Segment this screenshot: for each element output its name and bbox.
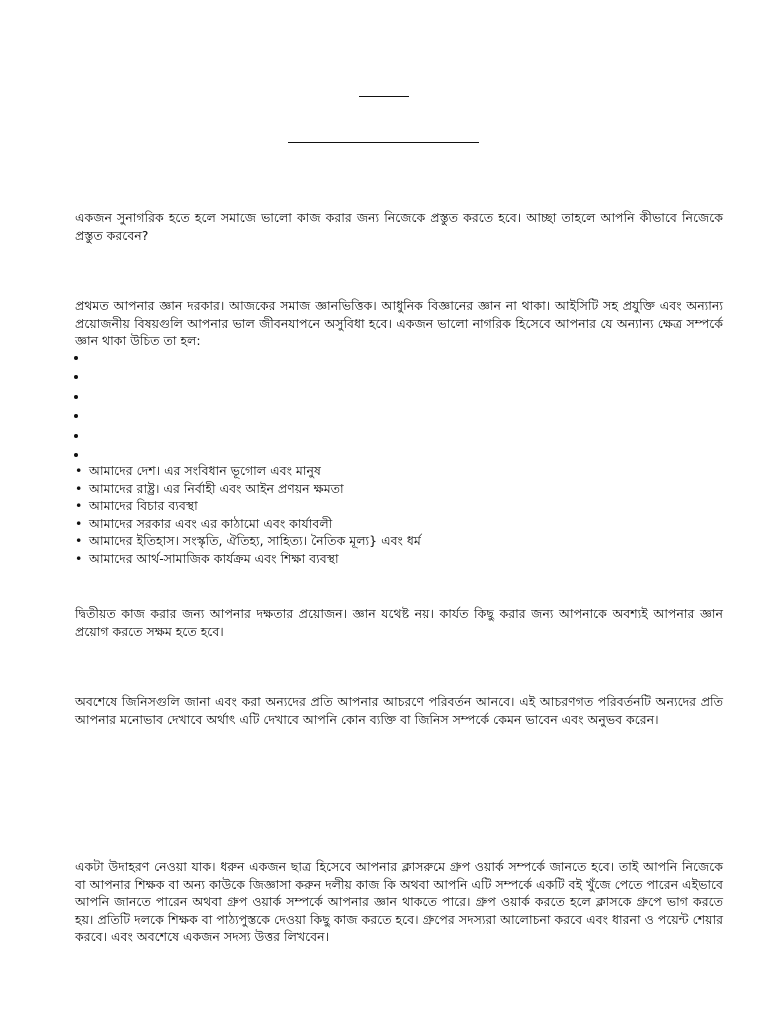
attitude-paragraph: অবশেষে জিনিসগুলি জানা এবং করা অন্যদের প্রতি আপনার আচরণে পরিবর্তন আনবে। এই আচরণগত পরিবর্তনটি অন্যদের প্রতি আপনার মনোভাব দেখাবে অর্থাৎ এটি দেখাবে আপনি কোন ব্যক্তি বা জিনিস সম্পর্কে কেমন ভাবেন এবং অনুভব করেন। bbox=[75, 694, 723, 727]
topic-text: আমাদের রাষ্ট্র। এর নির্বাহী এবং আইন প্রণয়ন ক্ষমতা bbox=[89, 480, 344, 496]
knowledge-paragraph: প্রথমত আপনার জ্ঞান দরকার। আজকের সমাজ জ্ঞানভিত্তিক। আধুনিক বিজ্ঞানের জ্ঞান না থাকা। আইসিটি সহ প্রযুক্তি এবং অন্যান্য প্রয়োজনীয় বিষয়গুলি আপনার ভাল জীবনযাপনে অসুবিধা হবে। একজন ভালো নাগরিক হিসেবে আপনার যে অন্যান্য ক্ষেত্র সম্পর্কে জ্ঞান থাকা উচিত তা হল: bbox=[75, 298, 723, 348]
topic-text: আমাদের বিচার ব্যবস্থা bbox=[89, 498, 198, 513]
empty-bullet-item bbox=[74, 387, 78, 407]
skills-paragraph: দ্বিতীয়ত কাজ করার জন্য আপনার দক্ষতার প্রয়োজন। জ্ঞান যথেষ্ট নয়। কার্যত কিছু করার জন্য আপনাকে অবশ্যই আপনার জ্ঞান প্রয়োগ করতে সক্ষম হতে হবে। bbox=[75, 606, 723, 639]
bullet-dot-icon bbox=[74, 356, 78, 360]
topic-text: আমাদের সরকার এবং এর কাঠামো এবং কার্যাবলী bbox=[89, 515, 333, 531]
title-underline-short bbox=[359, 96, 409, 97]
bullet-dot-icon bbox=[74, 414, 78, 418]
topic-item bbox=[75, 532, 421, 550]
bullet-dot-icon bbox=[74, 453, 78, 457]
empty-bullet-list bbox=[74, 348, 78, 466]
topic-text: আমাদের দেশ। এর সংবিধান ভূগোল এবং মানুষ bbox=[89, 463, 321, 478]
intro-paragraph: একজন সুনাগরিক হতে হলে সমাজে ভালো কাজ করার জন্য নিজেকে প্রস্তুত করতে হবে। আচ্ছা তাহলে আপনি কীভাবে নিজেকে প্রস্তুত করবেন? bbox=[75, 210, 723, 243]
topic-bullet-marker: • bbox=[75, 515, 83, 531]
topic-text: আমাদের আর্থ-সামাজিক কার্যক্রম এবং শিক্ষা ব্যবস্থা bbox=[89, 550, 339, 566]
empty-bullet-item bbox=[74, 407, 78, 427]
bullet-dot-icon bbox=[74, 434, 78, 438]
topic-item bbox=[75, 480, 421, 498]
topic-item bbox=[75, 515, 421, 533]
topic-bullet-marker: • bbox=[75, 463, 83, 478]
topic-bullet-marker: • bbox=[75, 533, 83, 548]
topic-item bbox=[75, 462, 421, 480]
empty-bullet-item bbox=[74, 368, 78, 388]
knowledge-topic-list bbox=[75, 462, 421, 567]
topic-text: আমাদের ইতিহাস। সংস্কৃতি, ঐতিহ্য, সাহিত্য। নৈতিক মূল্য} এবং ধর্ম bbox=[89, 533, 421, 548]
topic-item bbox=[75, 550, 421, 568]
topic-bullet-marker: • bbox=[75, 480, 83, 496]
title-underline-long bbox=[288, 142, 479, 143]
bullet-dot-icon bbox=[74, 375, 78, 379]
topic-item bbox=[75, 497, 421, 515]
empty-bullet-item bbox=[74, 348, 78, 368]
topic-bullet-marker: • bbox=[75, 498, 83, 513]
topic-bullet-marker: • bbox=[75, 550, 83, 566]
bullet-dot-icon bbox=[74, 395, 78, 399]
example-paragraph: একটা উদাহরণ নেওয়া যাক। ধরুন একজন ছাত্র হিসেবে আপনার ক্লাসরুমে গ্রুপ ওয়ার্ক সম্পর্কে জানতে হবে। তাই আপনি নিজেকে বা আপনার শিক্ষক বা অন্য কাউকে জিজ্ঞাসা করুন দলীয় কাজ কি অথবা আপনি এটি সম্পর্কে একটি বই খুঁজে পেতে পারেন এইভাবে আপনি জানতে পারেন অথবা গ্রুপ ওয়ার্ক সম্পর্কে আপনার জ্ঞান থাকতে পারে। গ্রুপ ওয়ার্ক করতে হলে ক্লাসকে গ্রুপে ভাগ করতে হয়। প্রতিটি দলকে শিক্ষক বা পাঠ্যপুস্তকে দেওয়া কিছু কাজ করতে হবে। গ্রুপের সদস্যরা আলোচনা করবে এবং ধারনা ও পয়েন্ট শেয়ার করবে। এবং অবশেষে একজন সদস্য উত্তর লিখবেন। bbox=[75, 859, 723, 944]
empty-bullet-item bbox=[74, 426, 78, 446]
